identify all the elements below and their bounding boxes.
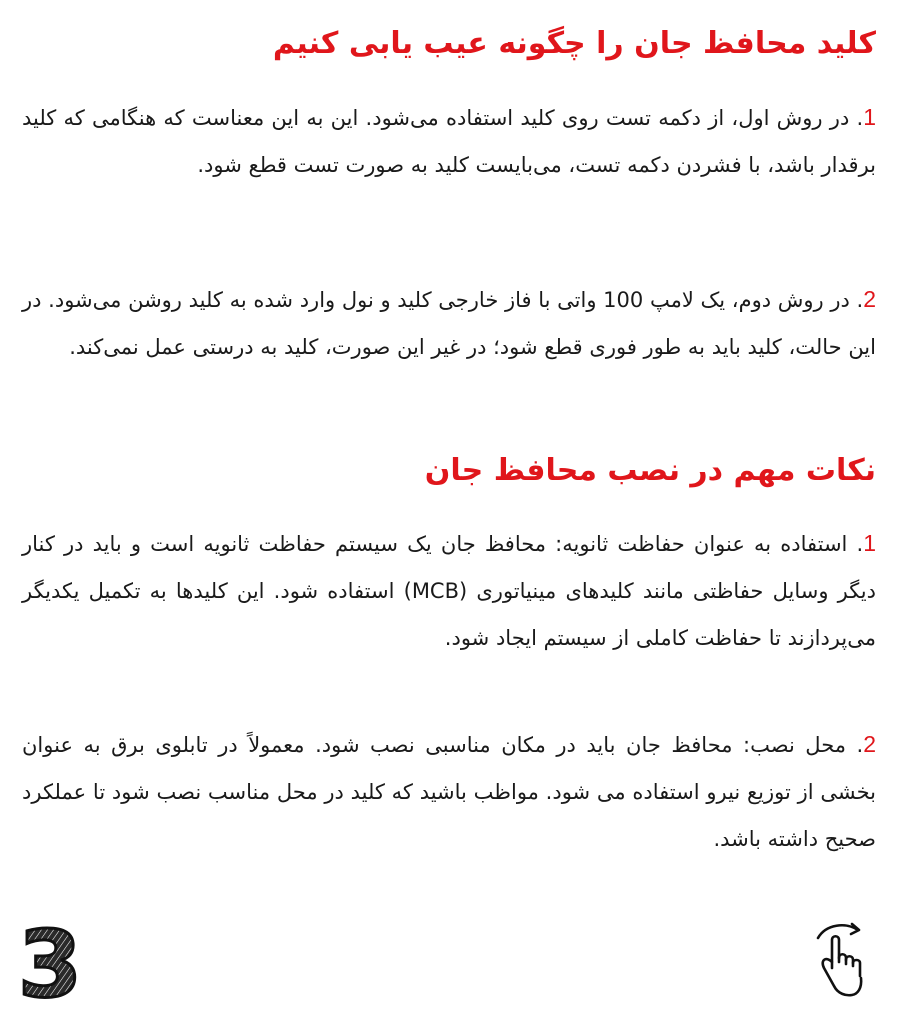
paragraph-text: . در روش دوم، یک لامپ 100 واتی با فاز خارجی کلید و نول وارد شده به کلید روشن می‌شود. در این حالت، کلید باید به طور فوری قطع شود؛ در غیر این صورت، کلید به درستی عمل نمی‌کند. (22, 288, 876, 359)
page-number (16, 922, 84, 1002)
item-number: 1 (863, 530, 876, 556)
paragraph-method-1 (22, 94, 876, 189)
page-number-text: 3 (17, 922, 83, 1002)
paragraph-tip-1 (22, 520, 876, 662)
item-number: 2 (863, 731, 876, 757)
paragraph-text: . استفاده به عنوان حفاظت ثانویه: محافظ جان یک سیستم حفاظت ثانویه است و باید در کنار دیگر وسایل حفاظتی مانند کلیدهای مینیاتوری (MCB) استفاده شود. این کلیدها به تکمیل یکدیگر می‌پردازند تا حفاظت کاملی از سیستم ایجاد شود. (22, 532, 876, 650)
item-number: 1 (863, 104, 876, 130)
section-heading-troubleshooting: کلید محافظ جان را چگونه عیب یابی کنیم (272, 26, 876, 61)
item-number: 2 (863, 286, 876, 312)
section-heading-installation-tips: نکات مهم در نصب محافظ جان (424, 453, 876, 488)
paragraph-text: . محل نصب: محافظ جان باید در مکان مناسبی نصب شود. معمولاً در تابلوی برق به عنوان بخشی از توزیع نیرو استفاده می شود. مواظب باشید که کلید در محل مناسب نصب شود تا عملکرد صحیح داشته باشد. (22, 733, 876, 851)
paragraph-tip-2 (22, 721, 876, 863)
paragraph-text: . در روش اول، از دکمه تست روی کلید استفاده می‌شود. این به این معناست که هنگامی که کلید برقدار باشد، با فشردن دکمه تست، می‌بایست کلید به صورت تست قطع شود. (22, 106, 876, 177)
swipe-hand-icon (812, 918, 882, 1000)
paragraph-method-2 (22, 276, 876, 371)
